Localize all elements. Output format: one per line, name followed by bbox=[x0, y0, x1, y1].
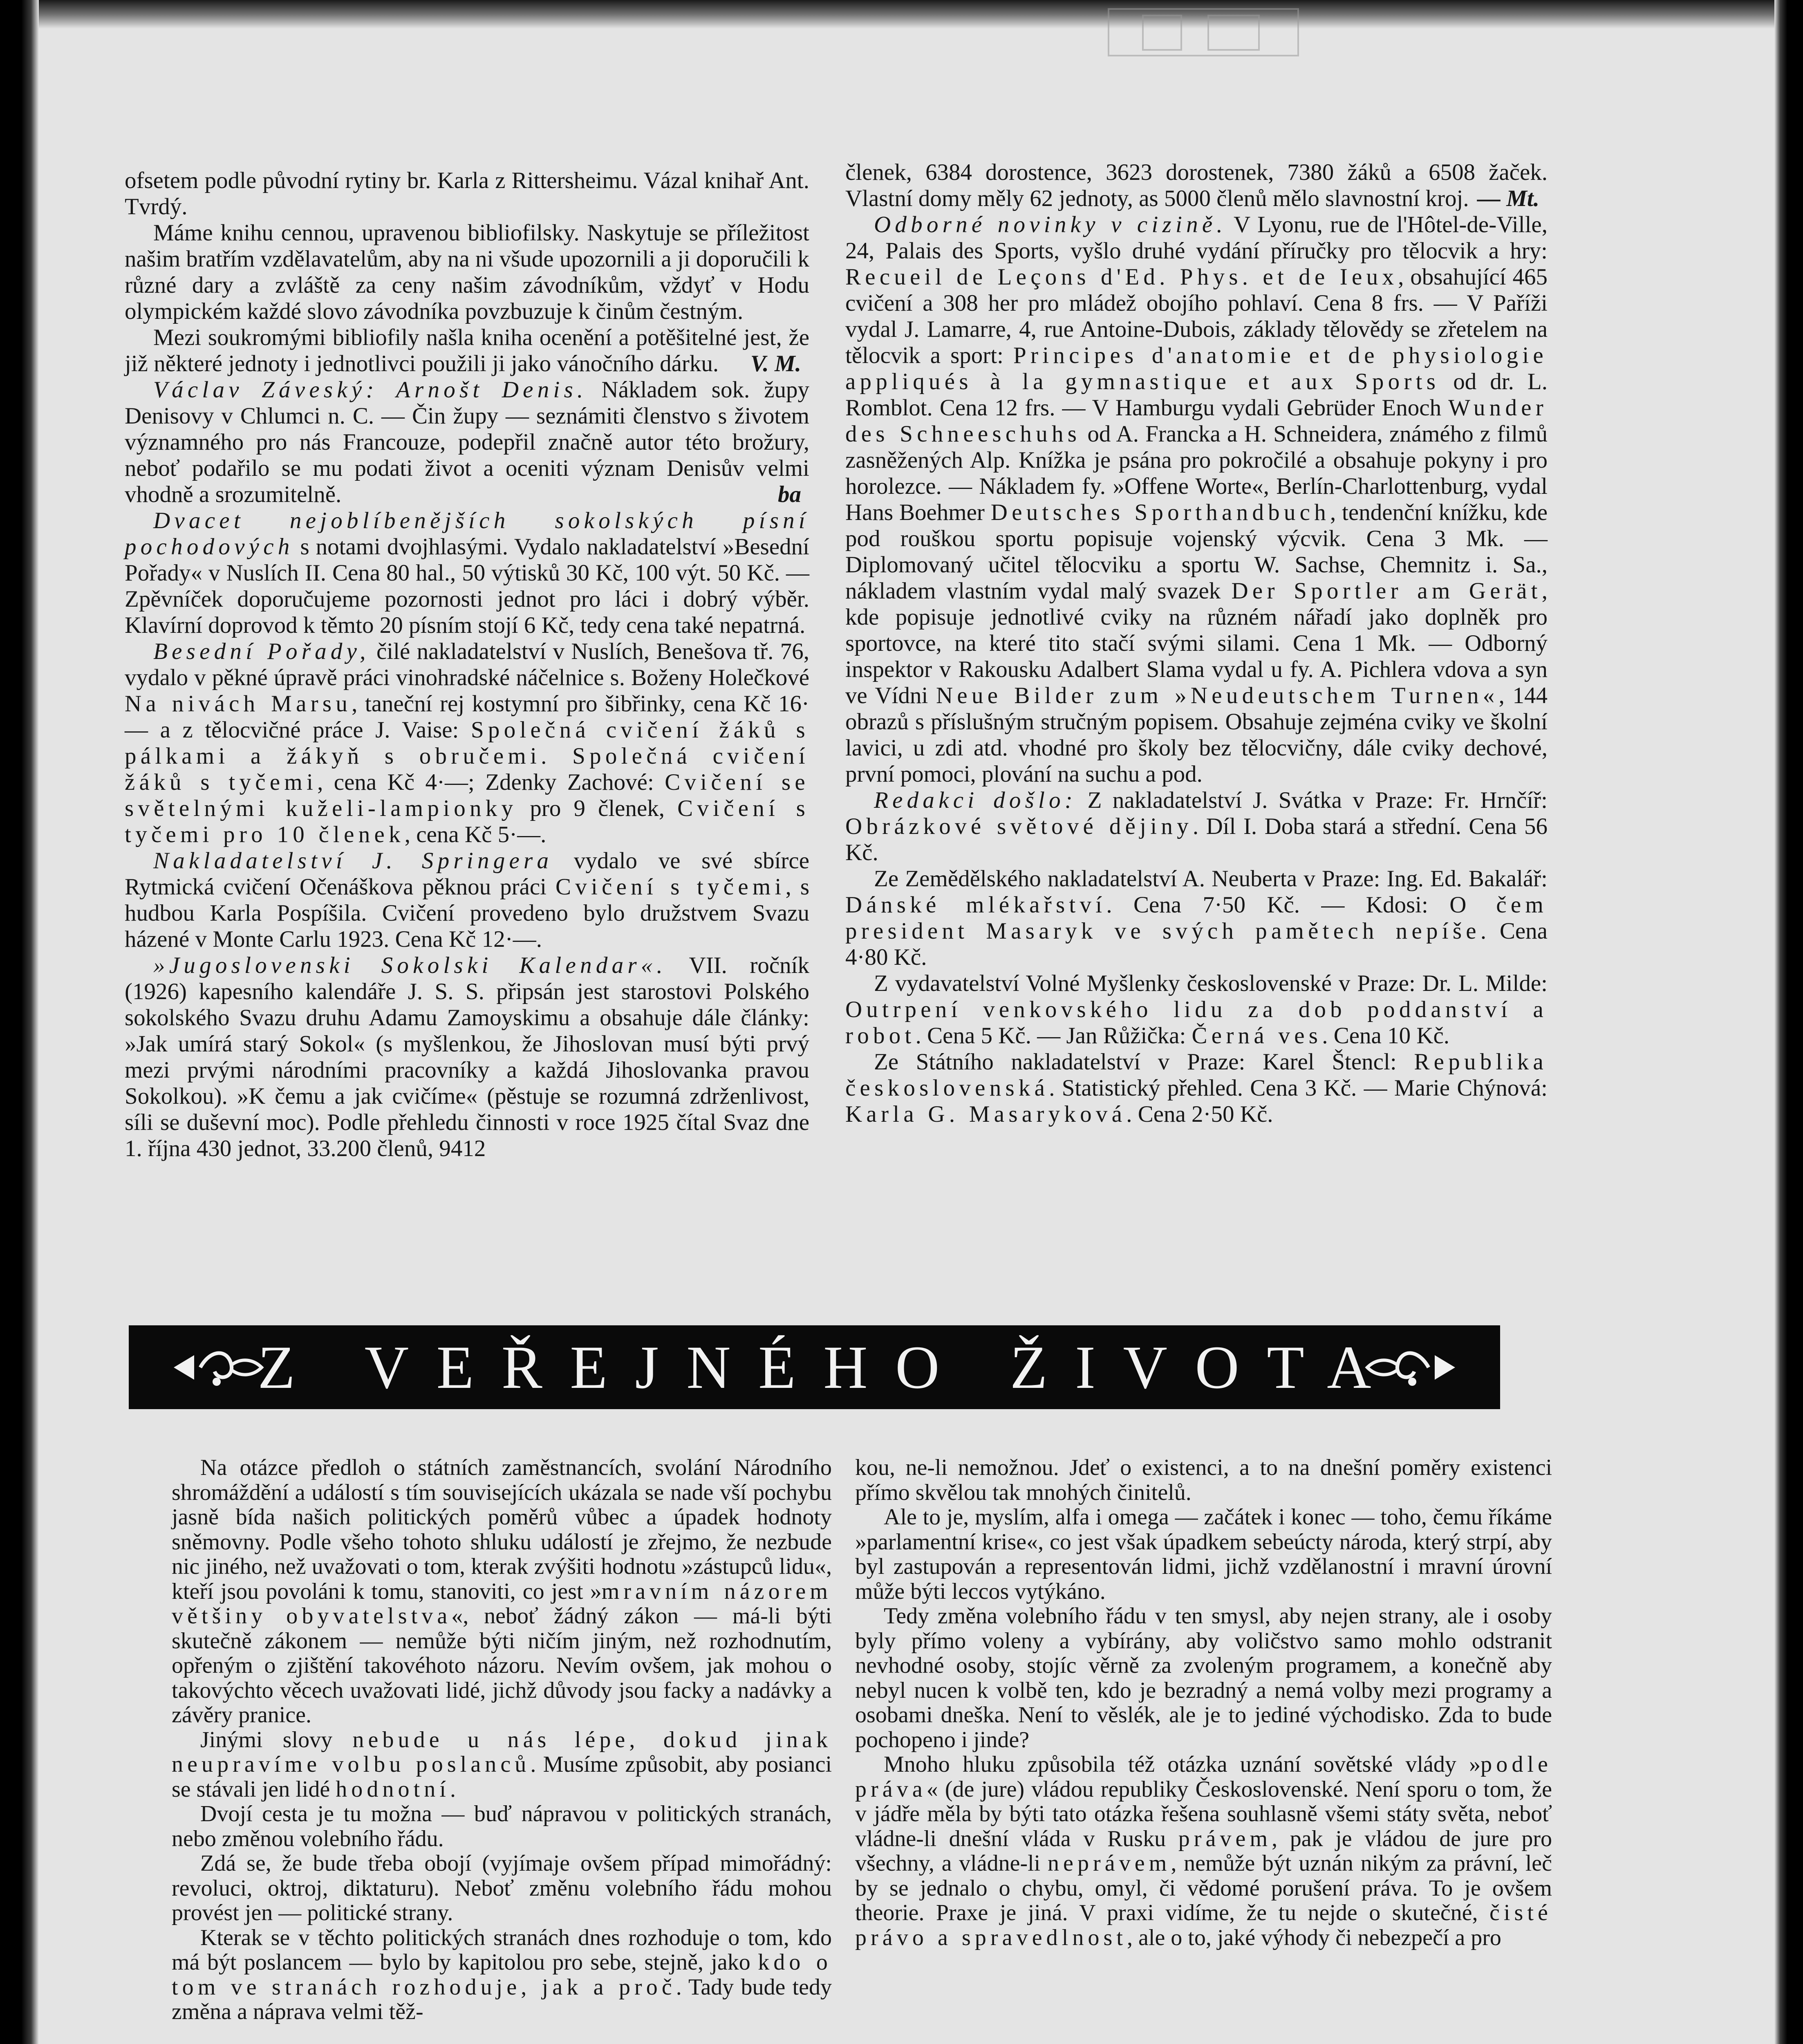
paragraph-text: , 144 obrazů s příslušným stručným popisem. Obsahuje zejména cviky ve školní lavici, u zdi atd. vhodné pro školy bez tělocvičny, dále cviky dechové, první pomoci, plování na suchu a pod. bbox=[845, 683, 1548, 787]
column-top-left bbox=[125, 168, 809, 1162]
paragraph bbox=[845, 866, 1548, 970]
book-title: Der Sportler am Gerät bbox=[1231, 578, 1542, 604]
book-title: Na nivách Marsu bbox=[125, 691, 352, 717]
paragraph-text: , cena Kč 4·—; Zdenky Zachové: bbox=[317, 769, 665, 795]
paragraph-text: členek, 6384 dorostence, 3623 dorostenek, 7380 žáků a 6508 žaček. Vlastní domy měly 62 jednoty, as 5000 členů mělo slavnostní kroj. bbox=[845, 159, 1548, 211]
paragraph-text: Ze Zemědělského nakladatelství A. Neuberta v Praze: Ing. Ed. Bakalář: bbox=[874, 866, 1548, 892]
paragraph bbox=[125, 953, 809, 1162]
book-title: Dánské mlékařství bbox=[845, 892, 1106, 918]
paragraph-text: pro 9 členek, bbox=[517, 796, 678, 821]
scan-edge-right bbox=[1774, 0, 1803, 2044]
paragraph-text: , kde popisuje jednotlivé cviky na různém nářadí jako doplněk pro sportovce, na které tito stačí svými silami. Cena 1 Mk. — Odborný inspektor v Rakousku Adalbert Slama vydal u fy. A. Pichlera vdova a syn ve Vídni bbox=[845, 578, 1548, 708]
paragraph-text: . Cena 5 Kč. — Jan Růžička: bbox=[915, 1023, 1192, 1049]
paragraph bbox=[125, 639, 809, 848]
book-title: Neue Bilder zum »Neudeutschem Turnen« bbox=[936, 683, 1499, 708]
paragraph bbox=[125, 377, 809, 508]
paragraph bbox=[845, 970, 1548, 1049]
paragraph-text: Nákladem sok. župy Denisovy v Chlumci n. C. — Čin župy — seznámiti členstvo s životem významného pro nás Francouze, podepřil značně autor této brožury, neboť podařilo se mu podati život a oceniti význam Denisův velmi vhodně a srozumitelně. bbox=[125, 377, 810, 507]
paragraph bbox=[125, 325, 809, 377]
scan-edge-top bbox=[0, 0, 1803, 29]
paragraph-text: od dr. L. Romblot. Cena 12 frs. — V Hamburgu vydali Gebrüder Enoch bbox=[845, 369, 1548, 421]
paragraph-text: , s hudbou Karla Pospíšila. Cvičení provedeno bylo družstvem Svazu házené v Monte Carlu 1923. Cena Kč 12·—. bbox=[125, 874, 809, 952]
emphasis-text: podle práva bbox=[855, 1752, 1552, 1802]
paragraph-text: , pak je vládou de jure pro všechny, a vládne-li bbox=[855, 1826, 1552, 1876]
paragraph: Ale to je, myslím, alfa i omega — začátek i konec — toho, čemu říkáme »parlamentní krise«, co jest však úpadkem sebeúcty národa, který strpí, aby byl zastupován a representován lidmi, jichž vzdělanostní i mravní úrovní může býti leccos vytýkáno. bbox=[855, 1504, 1552, 1604]
paragraph bbox=[845, 212, 1548, 787]
emphasis-text: právem bbox=[1178, 1826, 1272, 1851]
emphasis-text: kdo o tom ve stranách rozhoduje, jak a proč bbox=[172, 1950, 832, 2000]
paragraph-text: s notami dvojhlasými. Vydalo nakladatelství »Besední Pořady« v Nuslích II. Cena 80 hal., 50 výtisků 30 Kč, 100 výt. 50 Kč. — Zpěvníček doporučujeme pozornosti jednot pro láci i dobrý výběr. Klavírní doprovod k těmto 20 písním stojí 6 Kč, tedy cena také nepatrná. bbox=[125, 534, 809, 638]
paragraph-text: vydalo ve své sbírce Rytmická cvičení Očenáškova pěknou práci bbox=[125, 848, 809, 900]
book-title: Principes d'anatomie et de physiologie appliqués à la gymnastique et aux Sports bbox=[845, 343, 1548, 394]
paragraph-text: . Tady bude tedy změna a náprava velmi těž- bbox=[172, 1974, 832, 2024]
book-title: Cvičení se světelnými kuželi-lampionky bbox=[125, 769, 809, 821]
paragraph: Zdá se, že bude třeba obojí (vyjímaje ovšem případ mimořádný: revoluci, oktroj, diktaturu). Neboť změnu volebního řádu mohou provést jen — politické strany. bbox=[172, 1851, 832, 1925]
column-bottom-right bbox=[855, 1455, 1552, 1950]
paragraph-text: . Cena 4·80 Kč. bbox=[845, 918, 1548, 970]
section-title: Z VEŘEJNÉHO ŽIVOTA bbox=[258, 1333, 1399, 1401]
ornament-right-icon bbox=[1361, 1341, 1459, 1394]
article-title: Dvacet nejoblíbenějších sokolských písní pochodových bbox=[125, 508, 809, 560]
paragraph: Tedy změna volebního řádu v ten smysl, aby nejen strany, ale i osoby byly přímo voleny a vybírány, aby voličstvo samo mohlo odstranit nevhodné osoby, stojíc věrně za zvoleným programem, a konečně aby nebyl nucen k volbě ten, kdo je bezradný a nemá volby mezi programy a osobami dneška. Není to věslék, ale je to jediné východisko. Zda to bude pochopeno i jinde? bbox=[855, 1603, 1552, 1753]
book-title: Wunder des Schneeschuhs bbox=[845, 395, 1548, 447]
article-title: Odborné novinky v cizině. bbox=[874, 212, 1227, 238]
paragraph-text: , obsahující 465 cvičení a 308 her pro mládež obojího pohlaví. Cena 8 frs. — V Paříži vydal J. Lamarre, 4, rue Antoine-Dubois, základy tělovědy se zřetelem na tělocvik a sport: bbox=[845, 264, 1548, 368]
paragraph-text: od A. Francka a H. Schneidera, známého z filmů zasněžených Alp. Knížka je psána pro pokročilé a obsahuje pokyny i pro horolezce. — Nákladem fy. »Offene Worte«, Berlín-Charlottenburg, vydal Hans Boehmer bbox=[845, 421, 1548, 525]
book-title: Outrpení venkovského lidu za dob poddanství a robot bbox=[845, 997, 1548, 1049]
paragraph-text: . Musíme způsobit, aby posianci se stávali jen lidé bbox=[172, 1752, 832, 1802]
book-title: Černá ves bbox=[1192, 1023, 1322, 1049]
author-signature: — Mt. bbox=[1477, 186, 1539, 211]
paragraph-text: Na otázce předloh o státních zaměstnancích, svolání Národního shromáždění a událostí s tím souvisejících ukázala se nade vší pochybu jasně bída našich politických poměrů vůbec a úpadek hodnoty sněmovny. Podle všeho tohoto shluku událostí je zřejmo, že nezbude nic jiného, než uvažovati o tom, kterak zvýšiti hodnotu »zástupců lidu«, kteří jsou povoláni k tomu, stanoviti, co jest » bbox=[172, 1455, 832, 1604]
book-title: Cvičení s tyčemi pro 10 členek bbox=[125, 796, 810, 847]
paragraph-text: , cena Kč 5·—. bbox=[404, 822, 546, 847]
paragraph-text: Jinými slovy bbox=[200, 1727, 353, 1753]
paragraph-text: , taneční rej kostymní pro šibřinky, cena Kč 16·— a z tělocvičné práce J. Vaise: bbox=[125, 691, 809, 743]
paragraph bbox=[172, 1455, 832, 1728]
paragraph-text: Mnoho hluku způsobila též otázka uznání sovětské vlády » bbox=[884, 1752, 1481, 1777]
paragraph bbox=[845, 787, 1548, 866]
book-title: Společná cvičení žáků s pálkami a žákyň s obručemi. Společná cvičení žáků s tyčemi bbox=[125, 717, 809, 795]
column-bottom-left bbox=[172, 1455, 832, 2024]
paragraph-text: . Cena 2·50 Kč. bbox=[1126, 1101, 1273, 1127]
paragraph bbox=[845, 159, 1548, 212]
author-signature: V. M. bbox=[750, 351, 801, 377]
paragraph-text: , ale o to, jaké výhody či nebezpečí a pro bbox=[1127, 1925, 1501, 1950]
article-title: Redakci došlo: bbox=[874, 787, 1077, 813]
paragraph-text: . Díl I. Doba stará a střední. Cena 56 Kč. bbox=[845, 814, 1548, 865]
paragraph-text: . bbox=[450, 1776, 456, 1802]
book-title: Obrázkové světové dějiny bbox=[845, 814, 1193, 839]
paragraph-text: «, neboť žádný zákon — má-li býti skutečně zákonem — nemůže býti ničím jiným, než rozhodnutím, opřeným o zjištění takovéhoto názoru. Nevím ovšem, jak mohou o takovýchto věcech uvažovati lidé, jichž důvody jsou facky a nadávky a závěry pranice. bbox=[172, 1603, 832, 1728]
paragraph-text: VII. ročník (1926) kapesního kalendáře J. S. S. připsán jest starostovi Polského sokolského Svazu druhu Adamu Zamoyskimu a obsahuje dále články: »Jak umírá starý Sokol« (s myšlenkou, že Jihoslovan musí býti prvý mezi prvými národními pracovníky a každá Jihoslovanka pravou Sokolkou). »K čemu a jak cvičíme« (pěstuje se rozumná zdrženlivost, síli se duševní moc). Podle přehledu činnosti v roce 1925 čítal Svaz dne 1. října 430 jednot, 33.200 členů, 9412 bbox=[125, 953, 809, 1161]
emphasis-text: hodnotní bbox=[336, 1776, 450, 1802]
paragraph: Máme knihu cennou, upravenou bibliofilsky. Naskytuje se příležitost našim bratřím vzdělavatelům, aby na ni všude upozornili a ji doporučili k různé dary a zvláště za ceny našim závodníkům, vždyť v Hodu olympickém každé slovo závodníka povzbuzuje k činům čestným. bbox=[125, 220, 809, 324]
emphasis-text: mravním názorem většiny obyvatelstva bbox=[172, 1578, 832, 1629]
paragraph: Dvojí cesta je tu možna — buď nápravou v politických stranách, nebo změnou volebního řádu. bbox=[172, 1801, 832, 1851]
paragraph bbox=[172, 1728, 832, 1802]
paragraph-text: , nemůže být uznán nikým za právní, leč by se jednalo o chybu, omyl, či vědomé porušení práva. To je ovšem theorie. Praxe je jiná. V praxi vidíme, že tu nejde o skutečné, bbox=[855, 1851, 1552, 1925]
article-title: Václav Záveský: Arnošt Denis. bbox=[153, 377, 587, 403]
paragraph-text: « (de jure) vládou republiky Československé. Není sporu o tom, že v jádře měla by býti tato otázka řešena souhlasně všemi státy světa, neboť vládne-li dnešní vláda v Rusku bbox=[855, 1776, 1552, 1851]
paragraph bbox=[125, 508, 809, 639]
paragraph bbox=[125, 848, 809, 953]
paragraph: kou, ne-li nemožnou. Jdeť o existenci, a to na dnešní poměry existenci přímo skvělou tak mnohých činitelů. bbox=[855, 1455, 1552, 1505]
author-signature: ba bbox=[778, 482, 801, 507]
article-title: »Jugoslovenski Sokolski Kalendar«. bbox=[153, 953, 667, 978]
paragraph bbox=[845, 1049, 1548, 1127]
paragraph bbox=[855, 1752, 1552, 1950]
paragraph-text: . Cena 10 Kč. bbox=[1322, 1023, 1450, 1049]
book-title: Recueil de Leçons d'Ed. Phys. et de Ieux bbox=[845, 264, 1398, 290]
book-title: Republika československá bbox=[845, 1049, 1548, 1101]
paragraph-text: . Statistický přehled. Cena 3 Kč. — Marie Chýnová: bbox=[1049, 1075, 1548, 1101]
paragraph-text: , tendenční knížku, kde pod rouškou sportu popisuje vojenský výcvik. Cena 3 Mk. — Diplomovaný učitel tělocviku a sportu W. Sachse, Chemnitz i. Sa., nákladem vlastním vydal malý svazek bbox=[845, 500, 1548, 604]
book-title: Karla G. Masaryková bbox=[845, 1101, 1127, 1127]
paragraph-text: Z nakladatelství J. Svátka v Praze: Fr. Hrnčíř: bbox=[1077, 787, 1548, 813]
ornament-left-icon bbox=[170, 1341, 268, 1394]
paragraph-text: Mezi soukromými bibliofily našla kniha ocenění a potěšitelné jest, že již některé jednoty i jednotlivci použili ji jako vánočního dárku. bbox=[125, 325, 809, 377]
column-top-right bbox=[845, 159, 1548, 1127]
book-title: O čem president Masaryk ve svých pamětech nepíše bbox=[845, 892, 1548, 944]
scan-edge-left bbox=[0, 0, 39, 2044]
section-banner bbox=[129, 1325, 1500, 1409]
paragraph-text: . Cena 7·50 Kč. — Kdosi: bbox=[1106, 892, 1450, 918]
paragraph-text: Ze Státního nakladatelství v Praze: Karel Štencl: bbox=[874, 1049, 1414, 1075]
emphasis-text: nebude u nás lépe, dokud jinak neupravíme volbu poslanců bbox=[172, 1727, 832, 1777]
paragraph: ofsetem podle původní rytiny br. Karla z Rittersheimu. Vázal knihař Ant. Tvrdý. bbox=[125, 168, 809, 220]
emphasis-text: čisté právo a spravedlnost bbox=[855, 1900, 1552, 1950]
paragraph-text: čilé nakladatelství v Nuslích, Benešova tř. 76, vydalo v pěkné úpravě práci vinohradské náčelnice s. Boženy Holečkové bbox=[125, 639, 809, 690]
paragraph-text: Kterak se v těchto politických stranách dnes rozhoduje o tom, kdo má být poslancem — bylo by kapitolou pro sebe, stejně, jako bbox=[172, 1925, 832, 1975]
paragraph-text: V Lyonu, rue de l'Hôtel-de-Ville, 24, Palais des Sports, vyšlo druhé vydání příručky pro tělocvik a hry: bbox=[845, 212, 1548, 264]
article-title: Nakladatelství J. Springera bbox=[153, 848, 553, 874]
library-stamp bbox=[1108, 8, 1299, 56]
book-title: Deutsches Sporthandbuch bbox=[990, 500, 1330, 525]
emphasis-text: neprávem bbox=[1047, 1851, 1171, 1876]
paragraph bbox=[172, 1925, 832, 2024]
article-title: Besední Pořady, bbox=[153, 639, 370, 664]
paragraph-text: Z vydavatelství Volné Myšlenky československé v Praze: Dr. L. Milde: bbox=[874, 970, 1548, 996]
book-title: Cvičení s tyčemi bbox=[555, 874, 786, 900]
